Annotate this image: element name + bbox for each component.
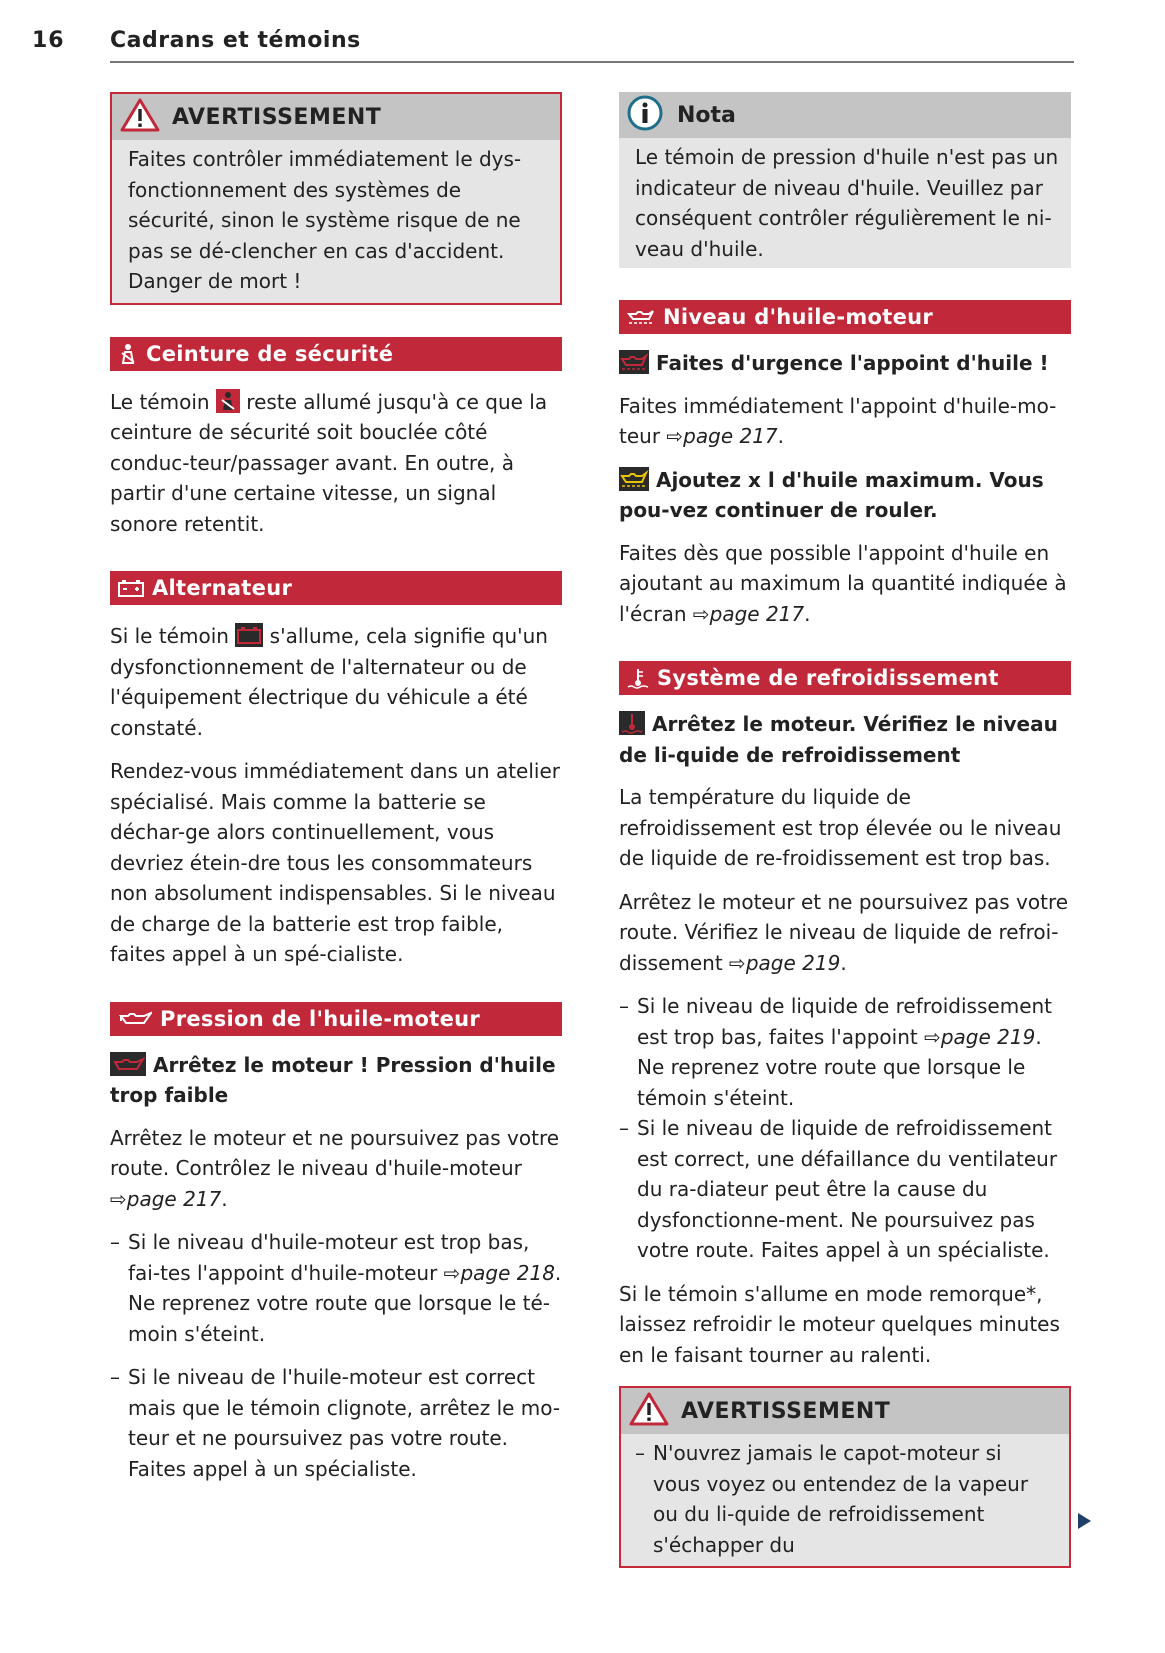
battery-icon [118,579,144,597]
warning-box [110,92,562,305]
left-column [110,92,562,1484]
warning-title: AVERTISSEMENT [681,1398,891,1424]
bullet-text: Si le niveau de l'huile-moteur est correct mais que le témoin clignote, arrêtez le mo-teur et ne poursuivez pas votre route. Faites appel à un spécialiste. [128,1365,561,1481]
oil-level-yellow-icon [619,467,649,491]
section-heading-oil-level [619,300,1071,334]
bullet-text: Si le niveau de liquide de refroidissement est correct, une défaillance du ventilateur du ra-diateur peut être la cause du dysfonctionne-ment. Ne poursuivez pas votre route. Faites appel à un spécialiste. [637,1116,1058,1262]
warning-triangle-icon [629,1392,669,1430]
oil-pressure-warning-title [110,1050,562,1111]
info-icon [627,95,663,135]
cooling-paragraph-3: Si le témoin s'allume en mode remorque*, laissez refroidir le moteur quelques minutes en le faisant tourner au ralenti. [619,1281,1060,1367]
section-heading-text: Système de refroidissement [657,666,999,690]
oil-level-warning-title [619,348,1071,379]
text-run: Arrêtez le moteur. Vérifiez le niveau de li-quide de refroidissement [619,712,1058,767]
cooling-warning-title [619,709,1071,770]
section-heading-text: Pression de l'huile-moteur [160,1006,481,1031]
text-run: Le témoin [110,389,210,414]
bullet-item: – Si le niveau de liquide de refroidissement est trop bas, faites l'appoint ⇨page 219. Ne reprenez votre route que lorsque le témoin s'éteint. [619,991,1071,1113]
page-reference[interactable]: page 218 [460,1260,555,1285]
warning-box-2 [619,1386,1071,1568]
note-title: Nota [677,102,736,128]
bullet-item: – Si le niveau de liquide de refroidissement est correct, une défaillance du ventilateur du ra-diateur peut être la cause du dysfonctionne-ment. Ne poursuivez pas votre route. Faites appel à un spécialiste. [619,1113,1071,1266]
page-header [0,0,1165,70]
text-run: Si le témoin [110,624,229,648]
right-column [619,92,1071,1568]
section-heading-text: Alternateur [152,576,293,600]
text-run: Arrêtez le moteur ! Pression d'huile trop faible [110,1052,556,1107]
oil-level-paragraph-1: Faites immédiatement l'appoint d'huile-mo-teur ⇨page 217. [619,393,1057,448]
note-box [619,92,1071,268]
section-heading-oil-pressure [110,1002,562,1036]
text-run: Faites d'urgence l'appoint d'huile ! [655,351,1049,375]
warning-header [621,1388,1069,1434]
seatbelt-icon [118,343,138,365]
note-text: Le témoin de pression d'huile n'est pas un indicateur de niveau d'huile. Veuillez par conséquent contrôler régulièrement le ni-veau d'huile. [635,145,1059,261]
page-reference[interactable]: page 217 [709,601,805,626]
coolant-temperature-icon [627,667,649,689]
oil-can-icon [118,1010,152,1028]
warning-text [621,1434,1069,1566]
continue-arrow-icon [1078,1513,1091,1529]
bullet-item: – Si le niveau de l'huile-moteur est correct mais que le témoin clignote, arrêtez le mo-teur et ne poursuivez pas votre route. Faites appel à un spécialiste. [110,1362,562,1484]
bullet-text: N'ouvrez jamais le capot-moteur si vous voyez ou entendez de la vapeur ou du li-quide de refroidissement s'échapper du [653,1441,1029,1557]
oil-pressure-warning-icon [110,1052,146,1076]
alternator-paragraph-2: Rendez-vous immédiatement dans un atelier spécialisé. Mais comme la batterie se déchar-ge alors continuellement, vous devriez étein-dre tous les consommateurs non absolument indispensables. Si le niveau de charge de la batterie est trop faible, faites appel à un spé-cialiste. [110,759,560,966]
cooling-paragraph-1: La température du liquide de refroidissement est trop élevée ou le niveau de liquide de re-froidissement est trop bas. [619,785,1062,870]
bullet-text: Si le niveau de liquide de refroidissement est trop bas, faites l'appoint ⇨page 219. Ne reprenez votre route que lorsque le témoin s'éteint. [637,994,1053,1110]
warning-title: AVERTISSEMENT [172,104,382,130]
oil-level-red-icon [619,350,649,374]
header-rule [110,61,1074,63]
page-reference[interactable]: page 217 [126,1186,222,1211]
page-reference[interactable]: page 217 [683,424,778,448]
alternator-paragraph-1 [110,621,562,743]
warning-header [112,94,560,140]
battery-warning-icon [235,623,263,647]
note-header [619,92,1071,138]
seatbelt-paragraph [110,387,562,540]
text-run: Ajoutez x l d'huile maximum. Vous pou-vez continuer de rouler. [619,467,1044,522]
oil-pressure-paragraph: Arrêtez le moteur et ne poursuivez pas votre route. Contrôlez le niveau d'huile-moteur ⇨page 217. [110,1125,560,1211]
section-heading-cooling [619,661,1071,695]
page-reference[interactable]: page 219 [940,1024,1036,1049]
seatbelt-warning-icon [216,389,240,413]
section-heading-seatbelt [110,337,562,371]
warning-text: Faites contrôler immédiatement le dys-fonctionnement des systèmes de sécurité, sinon le système risque de ne pas se dé-clencher en cas d'accident. Danger de mort ! [128,147,522,293]
page-number: 16 [32,28,65,53]
section-heading-text: Niveau d'huile-moteur [663,305,934,329]
section-heading-text: Ceinture de sécurité [146,341,394,366]
text-run: s'allume, cela signifie qu'un dysfonctionnement de l'alternateur ou de l'équipement électrique du véhicule a été constaté. [110,624,548,740]
text-run: reste allumé jusqu'à ce que la ceinture de sécurité soit bouclée côté conduc-teur/passager avant. En outre, à partir d'une certaine vitesse, un signal sonore retentit. [110,389,548,536]
warning-triangle-icon [120,98,160,136]
section-heading-alternator [110,571,562,605]
oil-level-warning-title-2 [619,465,1071,526]
text-run: Arrêtez le moteur et ne poursuivez pas votre route. Contrôlez le niveau d'huile-moteur [110,1125,560,1180]
cooling-paragraph-2: Arrêtez le moteur et ne poursuivez pas votre route. Vérifiez le niveau de liquide de refroi-dissement ⇨page 219. [619,889,1069,975]
oil-level-paragraph-2: Faites dès que possible l'appoint d'huile en ajoutant au maximum la quantité indiquée à l'écran ⇨page 217. [619,540,1067,626]
page-reference[interactable]: page 219 [745,950,841,975]
oil-level-icon [627,308,655,326]
chapter-title: Cadrans et témoins [110,28,361,53]
bullet-text: Si le niveau d'huile-moteur est trop bas, fai-tes l'appoint d'huile-moteur ⇨page 218. Ne reprenez votre route que lorsque le té-moin s'éteint. [128,1230,562,1346]
bullet-item: – Si le niveau d'huile-moteur est trop bas, fai-tes l'appoint d'huile-moteur ⇨page 218. Ne reprenez votre route que lorsque le té-moin s'éteint. [110,1227,562,1349]
coolant-warning-icon [619,711,645,735]
bullet-item: – N'ouvrez jamais le capot-moteur si vous voyez ou entendez de la vapeur ou du li-quide de refroidissement s'échapper du [635,1438,1055,1560]
